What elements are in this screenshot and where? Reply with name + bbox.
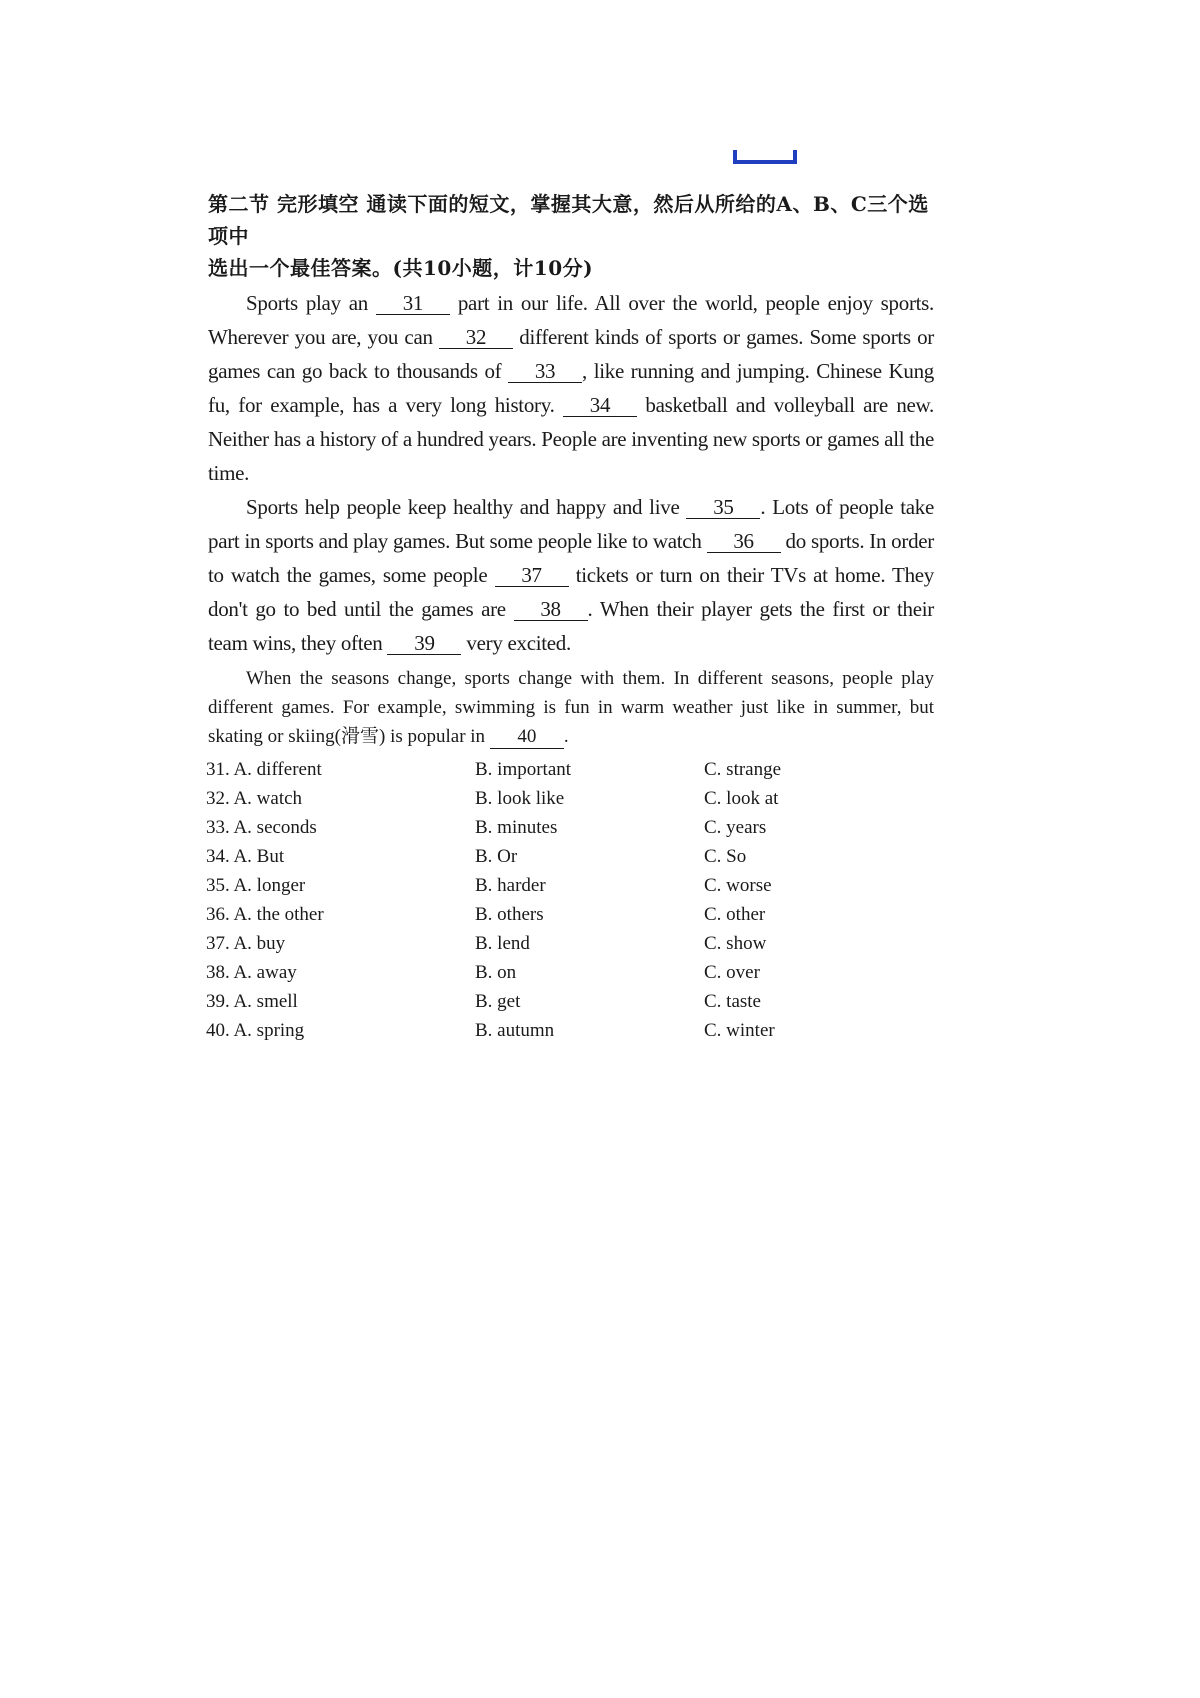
scan-corner-mark bbox=[733, 150, 797, 164]
option-row-31 bbox=[208, 755, 934, 784]
option-a: 33. A. seconds bbox=[206, 817, 317, 838]
blank-31: 31 bbox=[376, 292, 450, 315]
option-c: C. show bbox=[704, 933, 767, 954]
text-segment: When the seasons change, sports change with them. In different seasons, people play different games. For example, swimming is fun in warm weather just like in summer, but skating or skiing(滑雪) is popular in bbox=[208, 668, 934, 747]
option-b: B. lend bbox=[475, 933, 530, 954]
text-segment: . bbox=[563, 726, 569, 747]
option-c: C. strange bbox=[704, 759, 782, 780]
option-b: B. on bbox=[475, 962, 517, 983]
option-a: 40. A. spring bbox=[206, 1020, 305, 1041]
option-b: B. look like bbox=[475, 788, 565, 809]
option-b: B. get bbox=[475, 991, 521, 1012]
option-a: 39. A. smell bbox=[206, 991, 298, 1012]
exam-page bbox=[208, 188, 934, 1045]
option-b: B. important bbox=[475, 759, 572, 780]
option-a: 34. A. But bbox=[206, 846, 285, 867]
text-segment: do sports. In order to watch the games, some people bbox=[208, 529, 934, 587]
option-a: 37. A. buy bbox=[206, 933, 286, 954]
text-segment: , like running and jumping. Chinese Kung fu, for example, has a very long history. bbox=[208, 359, 934, 417]
option-b: B. others bbox=[475, 904, 544, 925]
option-b: B. harder bbox=[475, 875, 546, 896]
text-segment: Sports play an bbox=[246, 291, 368, 315]
answer-options bbox=[208, 755, 934, 1045]
heading-line-1: 第二节 完形填空 通读下面的短文，掌握其大意，然后从所给的A、B、C三个选项中 bbox=[208, 192, 929, 248]
blank-35: 35 bbox=[686, 496, 760, 519]
blank-37: 37 bbox=[495, 564, 569, 587]
option-a: 35. A. longer bbox=[206, 875, 306, 896]
option-row-38 bbox=[208, 958, 934, 987]
blank-38: 38 bbox=[514, 598, 588, 621]
passage-paragraph-2 bbox=[208, 490, 934, 660]
option-row-36 bbox=[208, 900, 934, 929]
blank-32: 32 bbox=[439, 326, 513, 349]
option-c: C. winter bbox=[704, 1020, 775, 1041]
option-b: B. minutes bbox=[475, 817, 558, 838]
passage-paragraph-1 bbox=[208, 286, 934, 490]
option-a: 38. A. away bbox=[206, 962, 297, 983]
blank-34: 34 bbox=[563, 394, 637, 417]
option-row-35 bbox=[208, 871, 934, 900]
blank-33: 33 bbox=[508, 360, 582, 383]
text-segment: tickets or turn on their TVs at home. They don't go to bed until the games are bbox=[208, 563, 935, 621]
option-row-32 bbox=[208, 784, 934, 813]
text-segment: basketball and volleyball are new. Neither has a history of a hundred years. People are inventing new sports or games all the time. bbox=[208, 393, 934, 485]
option-row-33 bbox=[208, 813, 934, 842]
option-c: C. taste bbox=[704, 991, 761, 1012]
option-c: C. over bbox=[704, 962, 760, 983]
section-heading bbox=[208, 188, 934, 284]
option-c: C. worse bbox=[704, 875, 772, 896]
blank-40: 40 bbox=[490, 726, 564, 749]
text-segment: very excited. bbox=[466, 631, 571, 655]
option-c: C. look at bbox=[704, 788, 779, 809]
blank-36: 36 bbox=[707, 530, 781, 553]
option-row-39 bbox=[208, 987, 934, 1016]
option-c: C. other bbox=[704, 904, 766, 925]
text-segment: part in our life. All over the world, people enjoy sports. Wherever you are, you can bbox=[208, 291, 934, 349]
option-b: B. autumn bbox=[475, 1020, 555, 1041]
option-row-37 bbox=[208, 929, 934, 958]
option-a: 31. A. different bbox=[206, 759, 322, 780]
option-b: B. Or bbox=[475, 846, 518, 867]
text-segment: . Lots of people take part in sports and play games. But some people like to watch bbox=[208, 495, 934, 553]
option-row-34 bbox=[208, 842, 934, 871]
option-c: C. years bbox=[704, 817, 767, 838]
option-row-40 bbox=[208, 1016, 934, 1045]
option-c: C. So bbox=[704, 846, 747, 867]
option-a: 32. A. watch bbox=[206, 788, 303, 809]
option-a: 36. A. the other bbox=[206, 904, 324, 925]
text-segment: Sports help people keep healthy and happy and live bbox=[246, 495, 680, 519]
text-segment: different kinds of sports or games. Some sports or games can go back to thousands of bbox=[208, 325, 934, 383]
blank-39: 39 bbox=[387, 632, 461, 655]
heading-line-2: 选出一个最佳答案。(共10小题，计10分) bbox=[208, 256, 594, 280]
passage-paragraph-3 bbox=[208, 664, 934, 751]
text-segment: . When their player gets the first or their team wins, they often bbox=[208, 597, 934, 655]
